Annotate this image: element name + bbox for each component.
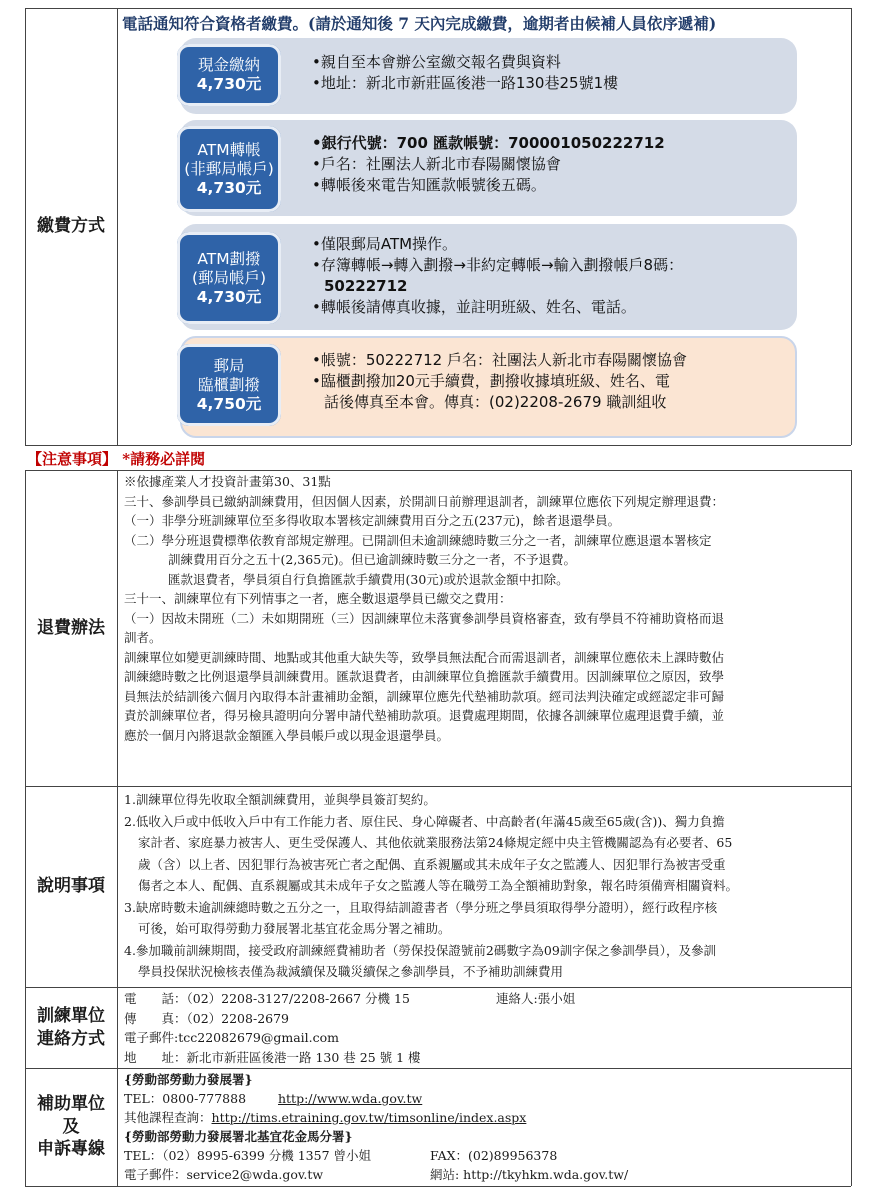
refund-line: ※依據產業人才投資計畫第30、31點 [124,474,331,489]
contact-label: 訓練單位 連絡方式 [37,1005,105,1049]
refund-line: （一）因故未開班（二）未如期開班（三）因訓練單位未落實參訓學員資格審查，致有學員不符補助資格而退 [124,610,725,626]
detail-line: 50222712 [324,277,408,295]
support-tel1: TEL：0800-777888 [124,1091,247,1106]
detail-line: •帳號：50222712 戶名：社團法人新北市春陽關懷協會 [312,351,687,369]
support-org1: {勞動部勞動力發展署} [124,1072,253,1087]
contact-phone: 電 話：（02）2208-3127/2208-2667 分機 15 [124,991,410,1006]
support-label: 補助單位 及 申訴專線 [37,1093,105,1160]
notice-heading: 【注意事項】 *請務必詳閱 [27,450,206,468]
support-query-link[interactable]: http://tims.etraining.gov.tw/timsonline/index.aspx [211,1110,527,1125]
method-atm-transfer-badge [177,126,281,212]
badge-title: 郵局 [213,356,245,375]
detail-line: 話後傳真至本會。傳真：(02)2208-2679 職訓組收 [324,393,667,411]
refund-line: 三十一、訓練單位有下列情事之一者，應全數退還學員已繳交之費用： [124,591,512,606]
detail-line: •地址：新北市新莊區後港一路130巷25號1樓 [312,74,619,92]
badge-title: ATM轉帳 [197,140,261,159]
detail-line: •轉帳後來電告知匯款帳號後五碼。 [312,176,546,194]
method-counter-badge [177,344,281,426]
refund-line: （二）學分班退費標準依教育部規定辦理。已開訓但未逾訓練總時數三分之一者，訓練單位應退還本署核定 [124,532,712,548]
method-atm-giro-badge [177,232,281,324]
badge-subtitle: (非郵局帳戶) [184,159,274,178]
badge-amount: 4,730元 [196,287,262,306]
refund-label: 退費辦法 [37,617,105,638]
detail-line: •戶名：社團法人新北市春陽關懷協會 [312,155,561,173]
notes-line: 2.低收入戶或中低收入戶中有工作能力者、原住民、身心障礙者、中高齡者(年滿45歲至65歲(含))、獨力負擔 [124,813,725,829]
refund-line: 訓者。 [124,630,162,645]
detail-line: •存簿轉帳→轉入劃撥→非約定轉帳→輸入劃撥帳戶8碼： [312,256,684,274]
refund-line: 訓練費用百分之五十(2,365元)。但已逾訓練時數三分之一者，不予退費。 [168,552,577,567]
method-cash-details [312,52,618,94]
detail-line: •銀行代號：700 匯款帳號：700001050222712 [312,134,665,152]
contact-text [124,989,421,1067]
notes-label: 說明事項 [37,876,105,897]
detail-line: •僅限郵局ATM操作。 [312,235,458,253]
support-url1-link[interactable]: http://www.wda.gov.tw [277,1091,423,1106]
contact-address: 地 址：新北市新莊區後港一路 130 巷 25 號 1 樓 [124,1049,421,1065]
notes-line: 4.參加職前訓練期間，接受政府訓練經費補助者（勞保投保證號前2碼數字為09訓字保之參訓學員），及參訓 [124,942,717,958]
refund-line: 匯款退費者，學員須自行負擔匯款手續費用(30元)或於退款金額中扣除。 [168,571,569,587]
support-query-prefix: 其他課程查詢： [124,1110,212,1125]
refund-line: 員無法於結訓後六個月內取得本計畫補助金額，訓練單位應先代墊補助款項。經司法判決確定或經認定非可歸 [124,688,725,704]
notes-line: 1.訓練單位得先收取全額訓練費用，並與學員簽訂契約。 [124,792,436,807]
badge-subtitle: 臨櫃劃撥 [197,375,260,394]
refund-line: 應於一個月內將退款金額匯入學員帳戶或以現金退還學員。 [124,727,450,743]
refund-line: 三十、參訓學員已繳納訓練費用，但因個人因素，於開訓日前辦理退訓者，訓練單位應依下列規定辦理退費： [124,493,725,509]
refund-line: 訓練總時數之比例退還學員訓練費用。匯款退費者，由訓練單位負擔匯款手續費用。因訓練單位之原因，致學 [124,669,725,684]
notes-text [124,789,738,983]
support-tel1-row [124,1089,526,1108]
support-org2: {勞動部勞動力發展署北基宜花金馬分署} [124,1129,353,1144]
notes-line: 學員投保狀況檢核表僅為裁減續保及職災續保之參訓學員，不予補助訓練費用 [138,964,564,979]
badge-title: 現金繳納 [197,56,260,74]
notes-line: 家計者、家庭暴力被害人、更生受保護人、其他依就業服務法第24條規定經中央主管機關認為有必要者、65 [138,835,733,850]
notes-line: 歲（含）以上者、因犯罪行為被害死亡者之配偶、直系親屬或其未成年子女之監護人、因犯罪行為被害受重 [138,856,726,872]
method-atm-giro-details [312,234,683,318]
detail-line: •臨櫃劃撥加20元手續費，劃撥收據填班級、姓名、電 [312,372,670,390]
notes-line: 可後，始可取得勞動力發展署北基宜花金馬分署之補助。 [138,921,451,936]
refund-text [124,472,724,745]
badge-amount: 4,750元 [196,394,262,413]
refund-line: 訓練單位如變更訓練時間、地點或其他重大缺失等，致學員無法配合而需退訓者，訓練單位應依未上課時數佔 [124,649,725,665]
method-atm-transfer-details [312,133,665,196]
notes-line: 傷者之本人、配偶、直系親屬或其未成年子女之監護人等在職勞工為全額補助對象，報名時須備齊相關資料。 [138,878,739,893]
contact-person: 連絡人:張小姐 [496,991,576,1006]
detail-line: •親自至本會辦公室繳交報名費與資料 [312,53,561,71]
badge-amount: 4,730元 [196,75,262,93]
badge-title: ATM劃撥 [197,249,261,268]
detail-line: •轉帳後請傳真收據，並註明班級、姓名、電話。 [312,298,636,316]
method-counter-details [312,350,687,413]
refund-line: （一）非學分班訓練單位至多得收取本署核定訓練費用百分之五(237元)，餘者退還學員。 [124,513,621,528]
support-tel2: TEL：（02）8995-6399 分機 1357 曾小姐 [124,1148,371,1163]
payment-header: 電話通知符合資格者繳費。(請於通知後 7 天內完成繳費，逾期者由候補人員依序遞補) [122,14,717,33]
badge-subtitle: (郵局帳戶) [191,268,267,287]
method-cash-badge [177,44,281,106]
badge-amount: 4,730元 [196,178,262,197]
contact-email: 電子郵件:tcc22082679@gmail.com [124,1030,340,1045]
support-email2: 電子郵件：service2@wda.gov.tw [124,1167,324,1182]
refund-line: 責於訓練單位者，得另檢具證明向分署申請代墊補助款項。退費處理期間，依據各訓練單位處理退費手續，並 [124,708,725,723]
support-fax2: FAX：(02)89956378 [430,1148,558,1163]
payment-label: 繳費方式 [37,216,105,237]
support-query-row [124,1108,526,1127]
notes-line: 3.缺席時數未逾訓練總時數之五分之一，且取得結訓證書者（學分班之學員須取得學分證明），經行政程序核 [124,899,718,915]
contact-fax: 傳 真：（02）2208-2679 [124,1010,290,1026]
support-web2: 網站: http://tkyhkm.wda.gov.tw/ [430,1167,629,1182]
